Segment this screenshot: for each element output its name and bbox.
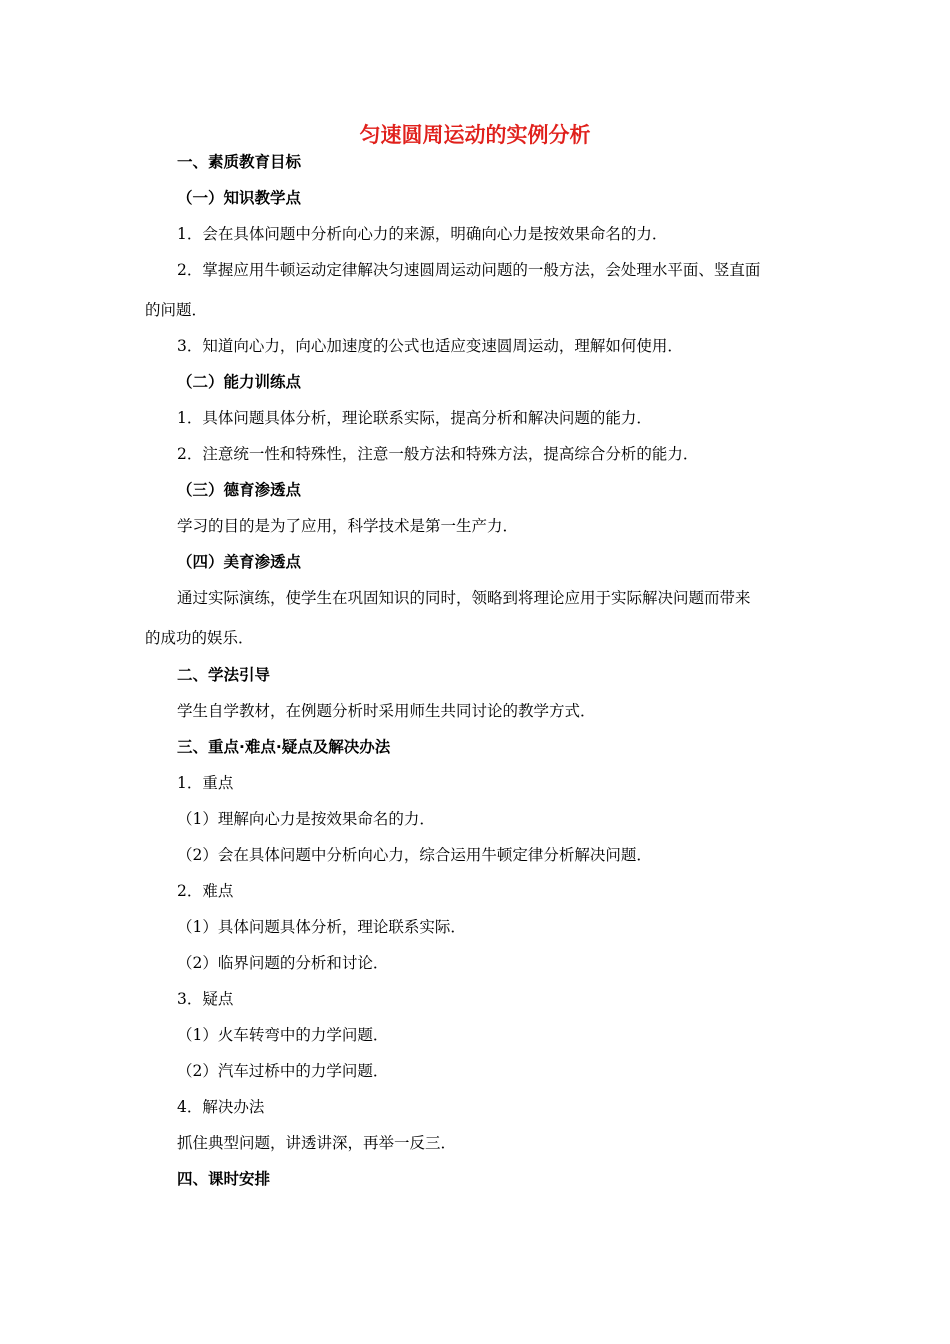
paragraph-line: 抓住典型问题，讲透讲深，再举一反三． — [177, 1134, 457, 1152]
paragraph-line: 2．掌握应用牛顿运动定律解决匀速圆周运动问题的一般方法，会处理水平面、竖直面 — [177, 261, 761, 279]
subsection-heading-moral: （三）德育渗透点 — [177, 481, 302, 499]
paragraph-line: 的问题． — [145, 301, 208, 319]
paragraph-line: 3．疑点 — [177, 990, 234, 1008]
paragraph-line: 4．解决办法 — [177, 1098, 265, 1116]
section-heading-4: 四、课时安排 — [177, 1170, 271, 1188]
section-heading-2: 二、学法引导 — [177, 666, 271, 684]
paragraph-line: 1．重点 — [177, 774, 234, 792]
paragraph-line: 1．会在具体问题中分析向心力的来源，明确向心力是按效果命名的力． — [177, 225, 668, 243]
paragraph-line: （1）火车转弯中的力学问题． — [177, 1026, 389, 1044]
subsection-heading-aesthetic: （四）美育渗透点 — [177, 553, 302, 571]
paragraph-line: （1）理解向心力是按效果命名的力． — [177, 810, 435, 828]
paragraph-line: （2）会在具体问题中分析向心力，综合运用牛顿定律分析解决问题． — [177, 846, 652, 864]
paragraph-line: 学生自学教材，在例题分析时采用师生共同讨论的教学方式． — [177, 702, 596, 720]
subsection-heading-knowledge: （一）知识教学点 — [177, 189, 302, 207]
section-heading-1: 一、素质教育目标 — [177, 153, 302, 171]
paragraph-line: （2）临界问题的分析和讨论． — [177, 954, 389, 972]
section-heading-3: 三、重点·难点·疑点及解决办法 — [177, 738, 391, 756]
paragraph-line: 通过实际演练，使学生在巩固知识的同时，领略到将理论应用于实际解决问题而带来 — [177, 589, 751, 607]
paragraph-line: 1．具体问题具体分析，理论联系实际，提高分析和解决问题的能力． — [177, 409, 652, 427]
paragraph-line: （2）汽车过桥中的力学问题． — [177, 1062, 389, 1080]
paragraph-line: 2．难点 — [177, 882, 234, 900]
paragraph-line: 2．注意统一性和特殊性，注意一般方法和特殊方法，提高综合分析的能力． — [177, 445, 699, 463]
subsection-heading-ability: （二）能力训练点 — [177, 373, 302, 391]
document-title: 匀速圆周运动的实例分析 — [359, 123, 591, 147]
paragraph-line: （1）具体问题具体分析，理论联系实际． — [177, 918, 466, 936]
paragraph-line: 3．知道向心力，向心加速度的公式也适应变速圆周运动，理解如何使用． — [177, 337, 683, 355]
paragraph-line: 学习的目的是为了应用，科学技术是第一生产力． — [177, 517, 519, 535]
paragraph-line: 的成功的娱乐． — [145, 629, 254, 647]
